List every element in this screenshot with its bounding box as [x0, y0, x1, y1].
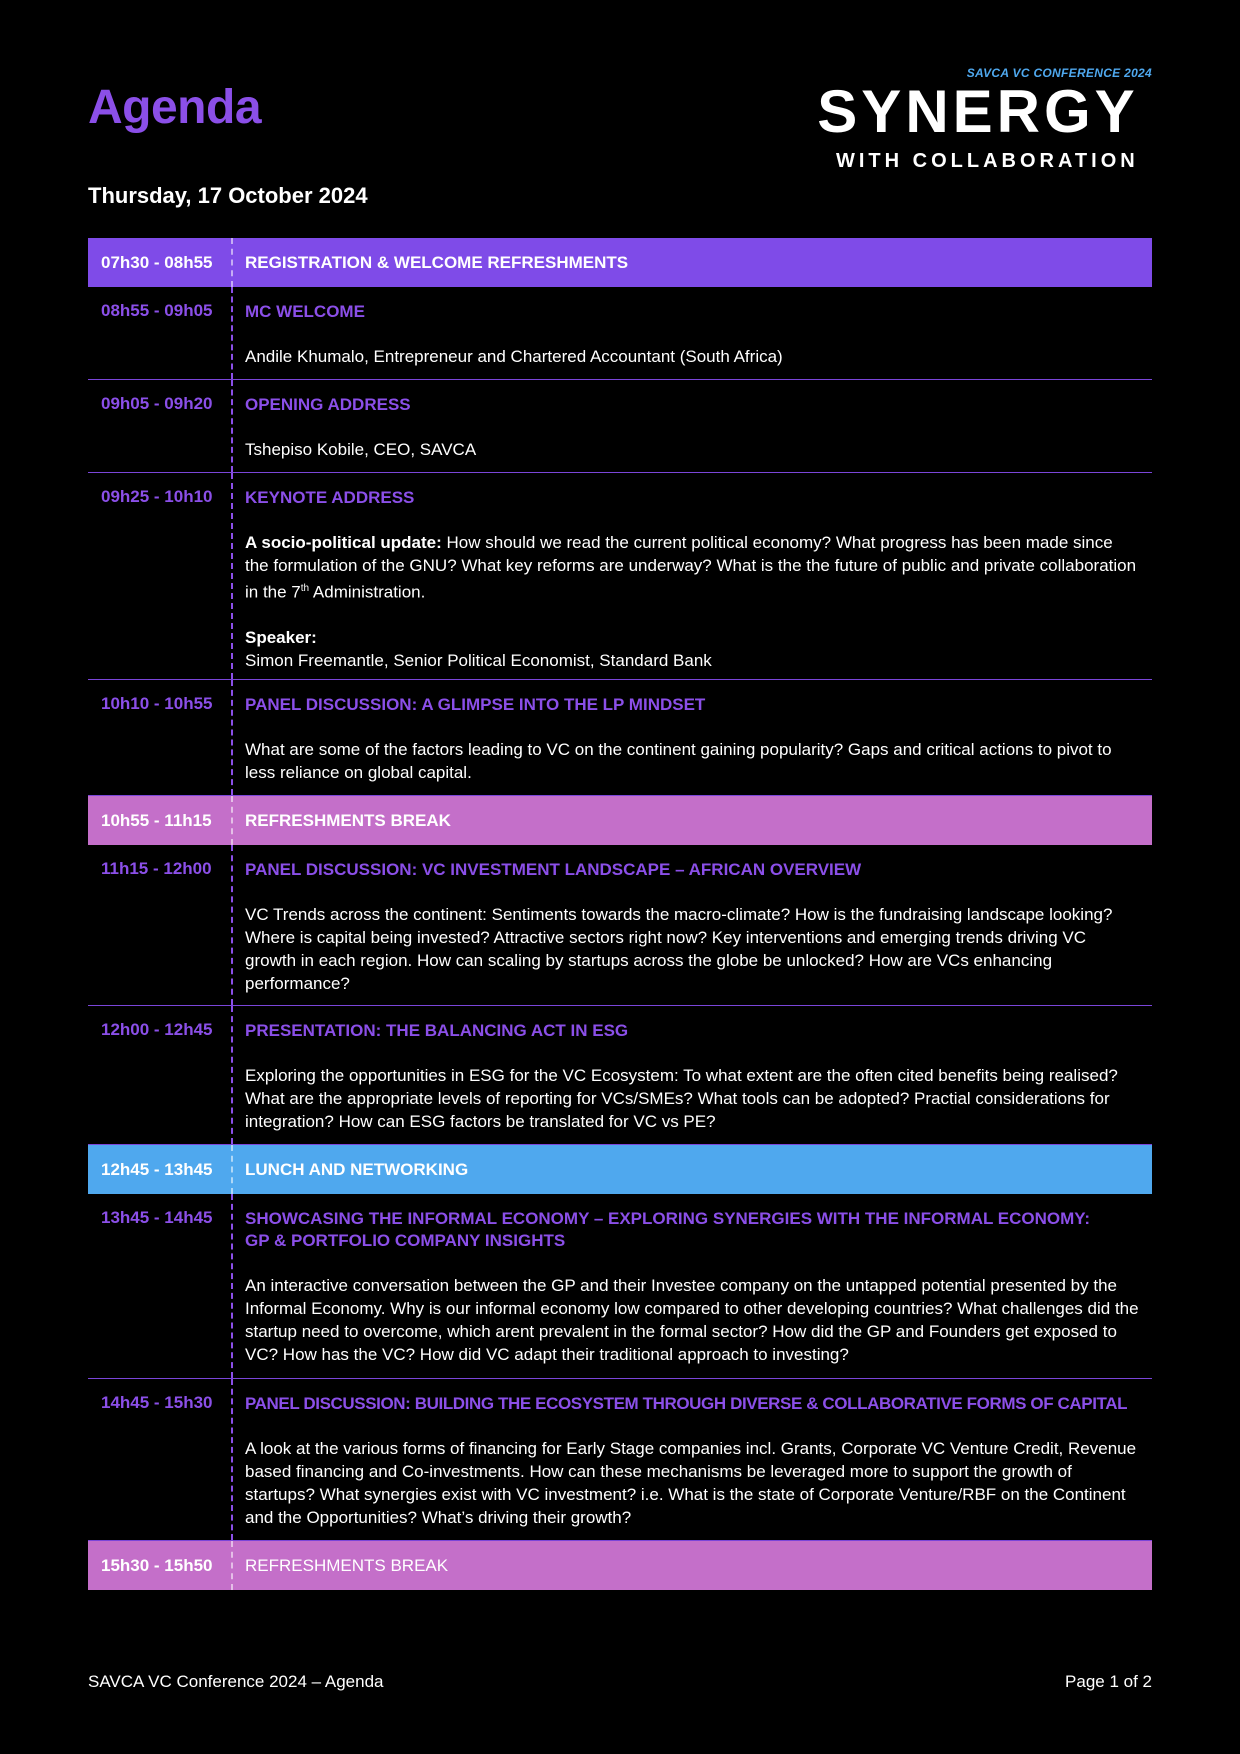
agenda-description-text: How should we read the current political economy? What progress has been made since the formulation of the GNU? What key reforms are underway? What is the the future of public and private collaboration in the 7	[245, 533, 1137, 602]
logo-superscript: SAVCA VC CONFERENCE 2024	[966, 66, 1152, 80]
agenda-title: MC WELCOME	[245, 302, 365, 321]
agenda-title: PRESENTATION: THE BALANCING ACT IN ESG	[245, 1021, 629, 1040]
agenda-description-text: Administration.	[309, 582, 426, 602]
agenda-row-lp-mindset	[88, 680, 1152, 796]
agenda-time: 08h55 - 09h05	[88, 287, 233, 379]
agenda-title-line: GP & PORTFOLIO COMPANY INSIGHTS	[245, 1231, 566, 1250]
page-title: Agenda	[88, 81, 262, 134]
agenda-title: REFRESHMENTS BREAK	[245, 811, 451, 830]
agenda-time: 11h15 - 12h00	[88, 845, 233, 1005]
agenda-description: Tshepiso Kobile, CEO, SAVCA	[245, 440, 477, 459]
agenda-time: 13h45 - 14h45	[88, 1194, 233, 1378]
agenda-description	[245, 531, 1140, 604]
agenda-row-mc-welcome	[88, 287, 1152, 380]
agenda-description: An interactive conversation between the GP and their Investee company on the untapped potential presented by the Informal Economy. Why is our informal economy low compared to other developing countries? What challenges did the startup need to overcome, which arent prevalent in the formal sector? How did the GP and Founders get exposed to VC? How has the VC? How did VC adapt their traditional approach to investing?	[245, 1276, 1139, 1364]
agenda-time: 10h55 - 11h15	[88, 796, 233, 845]
agenda-time: 07h30 - 08h55	[88, 238, 233, 287]
agenda-description: A look at the various forms of financing for Early Stage companies incl. Grants, Corporate VC Venture Credit, Revenue based financing and Co-investments. How can these mechanisms be leveraged more to support the growth of startups? What synergies exist with VC investment? i.e. What is the state of Corporate Venture/RBF on the Continent and the Opportunities? What’s driving their growth?	[245, 1439, 1137, 1527]
agenda-title: REFRESHMENTS BREAK	[245, 1556, 449, 1575]
agenda-row-lunch	[88, 1145, 1152, 1194]
agenda-title	[245, 1208, 1140, 1252]
agenda-title: KEYNOTE ADDRESS	[245, 488, 415, 507]
agenda-table	[88, 238, 1152, 1590]
agenda-row-break-2	[88, 1541, 1152, 1590]
agenda-title: LUNCH AND NETWORKING	[245, 1160, 469, 1179]
footer-document-title: SAVCA VC Conference 2024 – Agenda	[88, 1672, 384, 1691]
agenda-time: 10h10 - 10h55	[88, 680, 233, 795]
agenda-row-opening-address	[88, 380, 1152, 473]
agenda-time: 14h45 - 15h30	[88, 1379, 233, 1540]
agenda-description: VC Trends across the continent: Sentiments towards the macro-climate? How is the fundraising landscape looking? Where is capital being invested? Attractive sectors right now? Key interventions and emerging trends driving VC growth in each region. How can scaling by startups across the globe be unlocked? How are VCs enhancing performance?	[245, 905, 1113, 993]
logo-wordmark: SYNERGY	[817, 78, 1139, 145]
agenda-row-break	[88, 796, 1152, 845]
logo-tagline: WITH COLLABORATION	[836, 150, 1139, 172]
agenda-time: 15h30 - 15h50	[88, 1541, 233, 1590]
agenda-row-ecosystem-capital	[88, 1379, 1152, 1541]
agenda-time: 12h00 - 12h45	[88, 1006, 233, 1144]
agenda-description: Andile Khumalo, Entrepreneur and Chartered Accountant (South Africa)	[245, 347, 783, 366]
ordinal-suffix: th	[300, 583, 310, 594]
speaker-label: Speaker:	[245, 627, 317, 647]
agenda-row-keynote	[88, 473, 1152, 680]
footer-page-number: Page 1 of 2	[1065, 1672, 1152, 1691]
agenda-row-informal-economy	[88, 1194, 1152, 1379]
agenda-time: 09h25 - 10h10	[88, 473, 233, 679]
agenda-title: PANEL DISCUSSION: VC INVESTMENT LANDSCAPE – AFRICAN OVERVIEW	[245, 860, 862, 879]
agenda-time: 09h05 - 09h20	[88, 380, 233, 472]
agenda-title: REGISTRATION & WELCOME REFRESHMENTS	[245, 253, 629, 272]
agenda-row-registration	[88, 238, 1152, 287]
agenda-title: PANEL DISCUSSION: BUILDING THE ECOSYSTEM THROUGH DIVERSE & COLLABORATIVE FORMS OF CAPITAL	[245, 1394, 1128, 1413]
agenda-row-vc-landscape	[88, 845, 1152, 1006]
agenda-time: 12h45 - 13h45	[88, 1145, 233, 1194]
agenda-date: Thursday, 17 October 2024	[88, 183, 368, 208]
conference-logo	[800, 66, 1156, 176]
agenda-description: Exploring the opportunities in ESG for the VC Ecosystem: To what extent are the often cited benefits being realised? What are the appropriate levels of reporting for VCs/SMEs? What tools can be adopted? Practial considerations for integration? How can ESG factors be translated for VC vs PE?	[245, 1066, 1118, 1131]
speaker-name: Simon Freemantle, Senior Political Economist, Standard Bank	[245, 650, 712, 670]
agenda-lead: A socio-political update:	[245, 533, 442, 552]
agenda-row-esg	[88, 1006, 1152, 1145]
agenda-title-line: SHOWCASING THE INFORMAL ECONOMY – EXPLORING SYNERGIES WITH THE INFORMAL ECONOMY:	[245, 1209, 1091, 1228]
agenda-speaker	[245, 626, 1140, 672]
agenda-title: OPENING ADDRESS	[245, 395, 411, 414]
agenda-title: PANEL DISCUSSION: A GLIMPSE INTO THE LP MINDSET	[245, 695, 706, 714]
agenda-description: What are some of the factors leading to VC on the continent gaining popularity? Gaps and critical actions to pivot to less reliance on global capital.	[245, 740, 1112, 782]
